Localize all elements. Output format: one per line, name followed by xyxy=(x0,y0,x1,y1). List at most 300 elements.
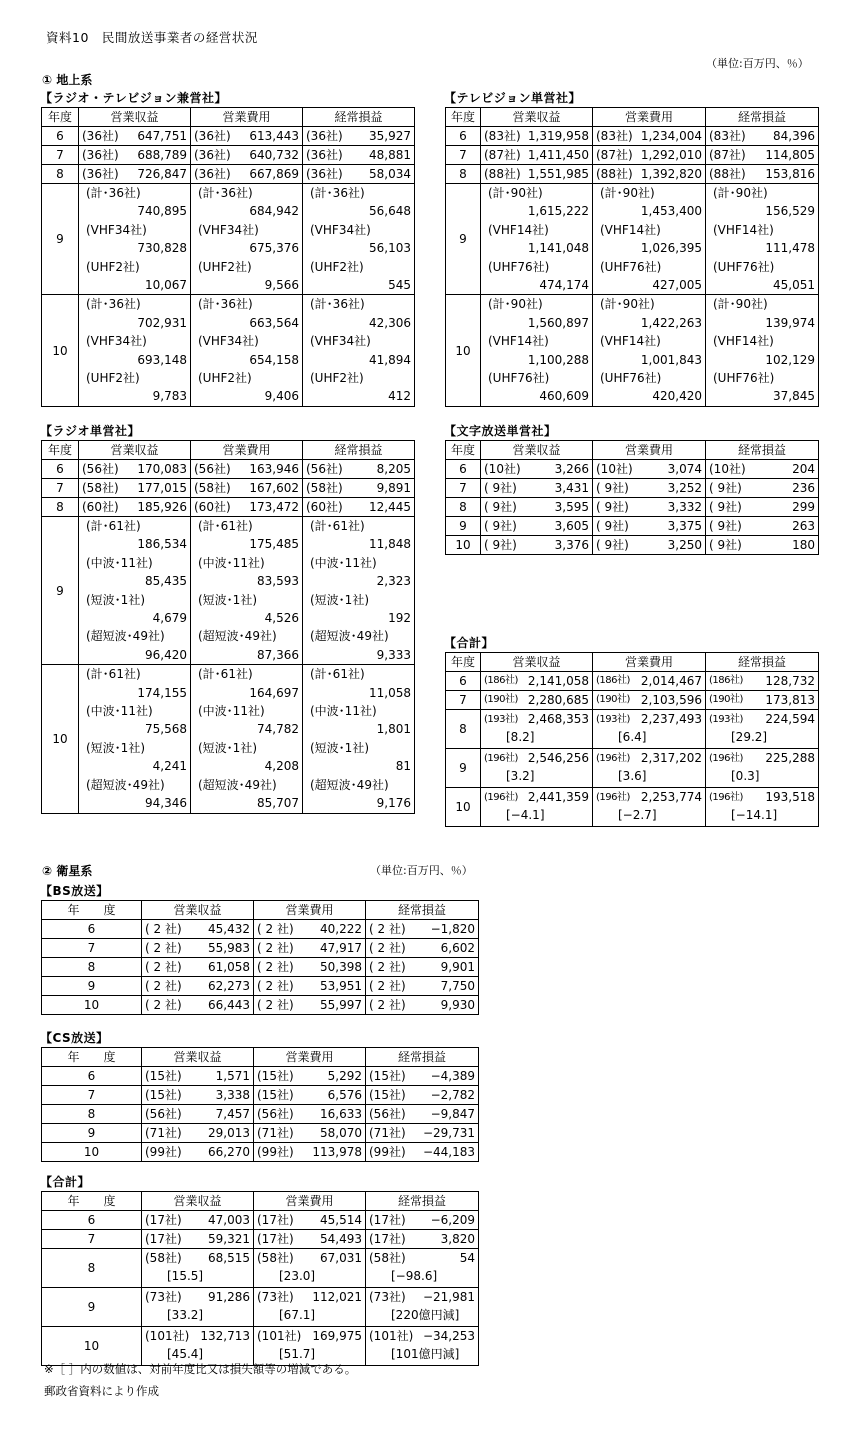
breakdown-value: 1,422,263 xyxy=(640,315,702,330)
value: 3,250 xyxy=(667,538,702,552)
profit-breakdown-cell xyxy=(303,517,415,665)
value: 263 xyxy=(792,519,815,533)
value: 45,432 xyxy=(208,922,250,936)
year-cell: 9 xyxy=(42,184,79,295)
expense-cell xyxy=(254,1143,366,1162)
value: 54 xyxy=(459,1251,475,1265)
profit-cell xyxy=(706,536,819,555)
revenue-header: 営業収益 xyxy=(79,441,191,460)
company-count: (60社) xyxy=(194,500,231,514)
breakdown-label: (中波･11社) xyxy=(86,555,153,570)
breakdown-label: (短波･1社) xyxy=(310,740,369,755)
table-bs xyxy=(41,900,479,1015)
year-header: 年 度 xyxy=(42,1048,142,1067)
table-row xyxy=(446,749,819,788)
profit-cell xyxy=(303,165,415,184)
value: 68,515 xyxy=(208,1251,250,1265)
breakdown-label: (短波･1社) xyxy=(310,592,369,607)
table-row xyxy=(42,498,415,517)
company-count: (36社) xyxy=(194,129,231,143)
company-count: ( 2 社) xyxy=(369,960,406,974)
profit-cell xyxy=(303,479,415,498)
expense-cell xyxy=(254,1327,366,1366)
section-terrestrial: ① 地上系 xyxy=(42,73,93,87)
profit-header: 経常損益 xyxy=(366,901,479,920)
revenue-cell xyxy=(481,146,593,165)
profit-header: 経常損益 xyxy=(706,108,819,127)
year-cell: 8 xyxy=(446,498,481,517)
breakdown-label: (UHF76社) xyxy=(600,259,662,274)
table-row xyxy=(446,517,819,536)
breakdown-value: 85,707 xyxy=(257,796,299,811)
breakdown-value: 1,453,400 xyxy=(640,204,702,219)
caption-terrestrial-total: 【合計】 xyxy=(444,636,495,650)
revenue-header: 営業収益 xyxy=(142,1192,254,1211)
company-count: ( 9社) xyxy=(596,519,629,533)
value: 1,411,450 xyxy=(527,148,589,162)
value: 640,732 xyxy=(249,148,299,162)
profit-cell xyxy=(706,479,819,498)
profit-cell xyxy=(303,127,415,146)
company-count: (58社) xyxy=(194,481,231,495)
header-row xyxy=(42,1192,479,1211)
company-count: (36社) xyxy=(194,167,231,181)
unit-label-satellite: （単位:百万円、％） xyxy=(370,864,473,877)
value: 66,443 xyxy=(208,998,250,1012)
table-row xyxy=(42,146,415,165)
table-row xyxy=(446,127,819,146)
expense-header: 営業費用 xyxy=(254,1192,366,1211)
expense-breakdown-cell xyxy=(191,517,303,665)
revenue-cell xyxy=(79,146,191,165)
breakdown-value: 192 xyxy=(388,611,411,626)
value: 2,317,202 xyxy=(640,751,702,765)
year-header: 年度 xyxy=(42,441,79,460)
value: 3,376 xyxy=(554,538,589,552)
revenue-cell xyxy=(142,1067,254,1086)
revenue-cell xyxy=(142,1230,254,1249)
expense-cell xyxy=(191,479,303,498)
company-count: ( 2 社) xyxy=(369,922,406,936)
year-cell: 10 xyxy=(446,536,481,555)
year-header: 年度 xyxy=(446,108,481,127)
breakdown-label: (計･90社) xyxy=(600,297,655,312)
expense-cell xyxy=(593,165,706,184)
year-cell: 6 xyxy=(42,460,79,479)
revenue-cell xyxy=(142,1288,254,1327)
expense-breakdown-cell xyxy=(191,665,303,813)
breakdown-label: (中波･11社) xyxy=(198,704,265,719)
company-count: (196社) xyxy=(709,753,743,764)
expense-cell xyxy=(191,460,303,479)
value: 180 xyxy=(792,538,815,552)
profit-cell xyxy=(706,691,819,710)
breakdown-label: (UHF2社) xyxy=(198,371,252,386)
company-count: (193社) xyxy=(596,714,630,725)
table-row xyxy=(446,498,819,517)
revenue-cell xyxy=(481,710,593,749)
profit-cell xyxy=(366,977,479,996)
year-cell: 10 xyxy=(446,788,481,827)
breakdown-label: (VHF34社) xyxy=(198,334,259,349)
company-count: (15社) xyxy=(145,1069,182,1083)
header-row xyxy=(446,108,819,127)
profit-cell xyxy=(706,517,819,536)
expense-cell xyxy=(593,749,706,788)
table-row xyxy=(42,127,415,146)
profit-cell xyxy=(366,996,479,1015)
breakdown-value: 186,534 xyxy=(137,537,187,552)
value: 3,375 xyxy=(667,519,702,533)
expense-cell xyxy=(254,1124,366,1143)
table-row xyxy=(42,996,479,1015)
change-rate: [101億円減] xyxy=(391,1347,460,1361)
table-terrestrial-total xyxy=(445,652,819,827)
breakdown-value: 412 xyxy=(388,389,411,404)
table-row xyxy=(446,460,819,479)
breakdown-label: (UHF76社) xyxy=(713,371,775,386)
value: 2,441,359 xyxy=(527,790,589,804)
revenue-header: 営業収益 xyxy=(79,108,191,127)
company-count: (71社) xyxy=(257,1126,294,1140)
expense-breakdown-cell xyxy=(593,184,706,295)
expense-cell xyxy=(254,1211,366,1230)
change-rate: [33.2] xyxy=(167,1308,204,1322)
company-count: ( 9社) xyxy=(596,538,629,552)
value: 3,431 xyxy=(554,481,589,495)
revenue-breakdown-cell xyxy=(481,184,593,295)
table-row xyxy=(446,672,819,691)
breakdown-value: 175,485 xyxy=(249,537,299,552)
company-count: (73社) xyxy=(257,1290,294,1304)
value: 91,286 xyxy=(208,1290,250,1304)
breakdown-label: (VHF34社) xyxy=(86,334,147,349)
expense-cell xyxy=(254,977,366,996)
company-count: (60社) xyxy=(82,500,119,514)
table-row xyxy=(446,479,819,498)
breakdown-label: (VHF14社) xyxy=(488,222,549,237)
revenue-cell xyxy=(142,958,254,977)
company-count: ( 9社) xyxy=(484,500,517,514)
company-count: (186社) xyxy=(484,675,518,686)
profit-cell xyxy=(366,939,479,958)
value: 132,713 xyxy=(200,1329,250,1343)
table-row xyxy=(446,788,819,827)
year-cell: 10 xyxy=(42,1143,142,1162)
revenue-breakdown-cell xyxy=(79,665,191,813)
year-cell: 6 xyxy=(446,127,481,146)
value: 204 xyxy=(792,462,815,476)
company-count: (56社) xyxy=(306,462,343,476)
revenue-breakdown-cell xyxy=(79,295,191,406)
breakdown-value: 9,783 xyxy=(152,389,187,404)
caption-bs: 【BS放送】 xyxy=(40,884,109,898)
year-header: 年 度 xyxy=(42,901,142,920)
year-cell: 8 xyxy=(446,165,481,184)
breakdown-value: 85,435 xyxy=(145,574,187,589)
breakdown-value: 1,141,048 xyxy=(527,241,589,256)
value: 67,031 xyxy=(320,1251,362,1265)
company-count: ( 2 社) xyxy=(145,960,182,974)
table-row xyxy=(42,920,479,939)
table-cs xyxy=(41,1047,479,1162)
company-count: (99社) xyxy=(145,1145,182,1159)
breakdown-value: 111,478 xyxy=(765,241,815,256)
profit-breakdown-cell xyxy=(706,295,819,406)
change-rate: [29.2] xyxy=(731,730,768,744)
value: 688,789 xyxy=(137,148,187,162)
value: 9,930 xyxy=(440,998,475,1012)
profit-cell xyxy=(706,127,819,146)
value: 5,292 xyxy=(327,1069,362,1083)
revenue-cell xyxy=(481,165,593,184)
breakdown-value: 9,333 xyxy=(376,647,411,662)
table-row xyxy=(446,691,819,710)
value: −6,209 xyxy=(430,1213,475,1227)
value: 128,732 xyxy=(765,674,815,688)
caption-satellite-total: 【合計】 xyxy=(40,1175,91,1189)
value: 47,003 xyxy=(208,1213,250,1227)
expense-cell xyxy=(593,710,706,749)
breakdown-label: (短波･1社) xyxy=(86,592,145,607)
year-cell: 6 xyxy=(42,1211,142,1230)
company-count: (58社) xyxy=(82,481,119,495)
value: 66,270 xyxy=(208,1145,250,1159)
company-count: (193社) xyxy=(709,714,743,725)
table-row xyxy=(42,460,415,479)
company-count: ( 2 社) xyxy=(369,998,406,1012)
value: 167,602 xyxy=(249,481,299,495)
company-count: (36社) xyxy=(306,167,343,181)
breakdown-value: 4,241 xyxy=(152,759,187,774)
footnote: ※［ ］内の数値は、対前年度比又は損失額等の増減である。 xyxy=(44,1362,357,1376)
year-cell: 8 xyxy=(42,958,142,977)
company-count: (56社) xyxy=(369,1107,406,1121)
header-row xyxy=(42,901,479,920)
company-count: (88社) xyxy=(484,167,521,181)
profit-cell xyxy=(366,958,479,977)
profit-cell xyxy=(366,1288,479,1327)
profit-breakdown-cell xyxy=(303,665,415,813)
value: 48,881 xyxy=(369,148,411,162)
caption-tv-only: 【テレビジョン単営社】 xyxy=(444,91,582,105)
breakdown-label: (UHF2社) xyxy=(86,259,140,274)
caption-teletext: 【文字放送単営社】 xyxy=(444,424,557,438)
breakdown-value: 9,566 xyxy=(264,278,299,293)
expense-cell xyxy=(593,479,706,498)
breakdown-value: 139,974 xyxy=(765,315,815,330)
company-count: (15社) xyxy=(257,1088,294,1102)
change-rate: [3.2] xyxy=(506,769,535,783)
expense-cell xyxy=(254,1105,366,1124)
year-cell: 7 xyxy=(42,1230,142,1249)
breakdown-value: 42,306 xyxy=(369,315,411,330)
value: 7,750 xyxy=(440,979,475,993)
year-cell: 7 xyxy=(42,479,79,498)
company-count: ( 2 社) xyxy=(257,941,294,955)
revenue-cell xyxy=(481,749,593,788)
breakdown-value: 460,609 xyxy=(539,389,589,404)
value: 2,468,353 xyxy=(527,712,589,726)
company-count: (87社) xyxy=(596,148,633,162)
expense-cell xyxy=(593,517,706,536)
breakdown-label: (短波･1社) xyxy=(198,592,257,607)
company-count: (99社) xyxy=(257,1145,294,1159)
value: 2,237,493 xyxy=(640,712,702,726)
breakdown-value: 56,103 xyxy=(369,241,411,256)
profit-cell xyxy=(366,920,479,939)
year-cell: 6 xyxy=(42,1067,142,1086)
value: 16,633 xyxy=(320,1107,362,1121)
value: 55,983 xyxy=(208,941,250,955)
value: 2,280,685 xyxy=(527,693,589,707)
revenue-cell xyxy=(142,1086,254,1105)
revenue-cell xyxy=(142,939,254,958)
breakdown-value: 1,801 xyxy=(376,722,411,737)
revenue-cell xyxy=(79,498,191,517)
company-count: ( 2 社) xyxy=(145,941,182,955)
company-count: (15社) xyxy=(369,1088,406,1102)
change-rate: [67.1] xyxy=(279,1308,316,1322)
company-count: ( 9社) xyxy=(596,481,629,495)
company-count: (10社) xyxy=(596,462,633,476)
value: 726,847 xyxy=(137,167,187,181)
table-row xyxy=(446,165,819,184)
company-count: (196社) xyxy=(596,792,630,803)
breakdown-label: (超短波･49社) xyxy=(310,777,389,792)
breakdown-value: 10,067 xyxy=(145,278,187,293)
value: 153,816 xyxy=(765,167,815,181)
table-row xyxy=(42,1327,479,1366)
company-count: ( 9社) xyxy=(709,500,742,514)
breakdown-label: (計･36社) xyxy=(310,297,365,312)
company-count: (15社) xyxy=(145,1088,182,1102)
company-count: (190社) xyxy=(709,694,743,705)
year-header: 年度 xyxy=(42,108,79,127)
company-count: (196社) xyxy=(484,753,518,764)
value: 3,820 xyxy=(440,1232,475,1246)
table-row-breakdown xyxy=(42,184,415,295)
value: 113,978 xyxy=(312,1145,362,1159)
revenue-cell xyxy=(142,920,254,939)
company-count: (58社) xyxy=(145,1251,182,1265)
value: 667,869 xyxy=(249,167,299,181)
year-cell: 9 xyxy=(446,749,481,788)
breakdown-label: (UHF76社) xyxy=(488,259,550,274)
change-rate: [3.6] xyxy=(618,769,647,783)
company-count: (88社) xyxy=(596,167,633,181)
caption-cs: 【CS放送】 xyxy=(40,1031,109,1045)
year-cell: 6 xyxy=(446,460,481,479)
value: 84,396 xyxy=(773,129,815,143)
company-count: (193社) xyxy=(484,714,518,725)
company-count: (87社) xyxy=(484,148,521,162)
value: 224,594 xyxy=(765,712,815,726)
company-count: ( 2 社) xyxy=(369,941,406,955)
page-title: 資料10 民間放送事業者の経営状況 xyxy=(46,30,258,45)
breakdown-label: (VHF34社) xyxy=(198,222,259,237)
table-row xyxy=(42,1143,479,1162)
year-cell: 9 xyxy=(42,517,79,665)
breakdown-value: 9,176 xyxy=(376,796,411,811)
revenue-cell xyxy=(79,127,191,146)
value: 2,546,256 xyxy=(527,751,589,765)
value: −9,847 xyxy=(430,1107,475,1121)
value: 2,141,058 xyxy=(527,674,589,688)
breakdown-label: (中波･11社) xyxy=(310,555,377,570)
expense-header: 営業費用 xyxy=(593,653,706,672)
year-cell: 9 xyxy=(42,1288,142,1327)
expense-header: 営業費用 xyxy=(254,901,366,920)
profit-breakdown-cell xyxy=(303,295,415,406)
expense-cell xyxy=(254,939,366,958)
value: 6,576 xyxy=(327,1088,362,1102)
table-row xyxy=(446,146,819,165)
revenue-breakdown-cell xyxy=(79,184,191,295)
table-tv-only xyxy=(445,107,819,407)
expense-cell xyxy=(593,788,706,827)
breakdown-value: 156,529 xyxy=(765,204,815,219)
change-rate: [−98.6] xyxy=(391,1269,438,1283)
breakdown-label: (超短波･49社) xyxy=(86,629,165,644)
year-cell: 10 xyxy=(42,665,79,813)
company-count: (60社) xyxy=(306,500,343,514)
company-count: (99社) xyxy=(369,1145,406,1159)
year-cell: 9 xyxy=(446,184,481,295)
year-cell: 10 xyxy=(446,295,481,406)
company-count: ( 2 社) xyxy=(145,922,182,936)
table-row xyxy=(42,1086,479,1105)
value: 173,813 xyxy=(765,693,815,707)
value: 1,392,820 xyxy=(640,167,702,181)
value: −21,981 xyxy=(422,1290,475,1304)
breakdown-value: 693,148 xyxy=(137,352,187,367)
company-count: ( 2 社) xyxy=(145,979,182,993)
company-count: (56社) xyxy=(257,1107,294,1121)
value: 61,058 xyxy=(208,960,250,974)
year-cell: 7 xyxy=(446,146,481,165)
profit-cell xyxy=(366,1249,479,1288)
year-cell: 8 xyxy=(42,165,79,184)
company-count: (15社) xyxy=(257,1069,294,1083)
breakdown-label: (UHF76社) xyxy=(600,371,662,386)
expense-cell xyxy=(191,165,303,184)
revenue-header: 営業収益 xyxy=(481,653,593,672)
revenue-cell xyxy=(142,1105,254,1124)
value: 50,398 xyxy=(320,960,362,974)
table-row xyxy=(42,958,479,977)
breakdown-label: (計･90社) xyxy=(488,186,543,200)
breakdown-value: 1,001,843 xyxy=(640,352,702,367)
table-row xyxy=(42,1105,479,1124)
breakdown-label: (計･61社) xyxy=(86,667,141,682)
company-count: (10社) xyxy=(484,462,521,476)
value: 40,222 xyxy=(320,922,362,936)
expense-cell xyxy=(593,672,706,691)
breakdown-value: 702,931 xyxy=(137,315,187,330)
year-cell: 9 xyxy=(42,1124,142,1143)
breakdown-value: 102,129 xyxy=(765,352,815,367)
value: 193,518 xyxy=(765,790,815,804)
breakdown-label: (計･36社) xyxy=(198,186,253,200)
breakdown-value: 1,026,395 xyxy=(640,241,702,256)
expense-breakdown-cell xyxy=(191,184,303,295)
company-count: (36社) xyxy=(82,129,119,143)
company-count: ( 2 社) xyxy=(257,922,294,936)
table-row-breakdown xyxy=(42,665,415,813)
table-row-breakdown xyxy=(42,295,415,406)
year-cell: 7 xyxy=(446,691,481,710)
